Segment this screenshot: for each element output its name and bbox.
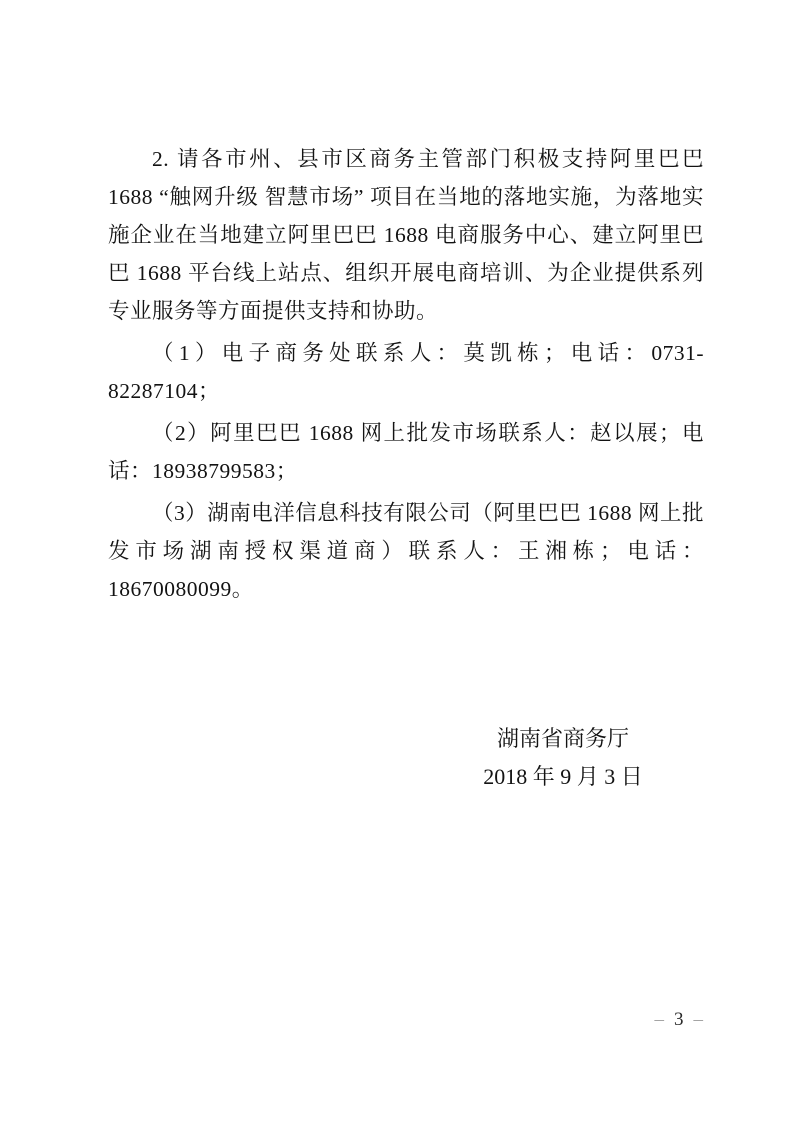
signature-date: 2018 年 9 月 3 日 bbox=[483, 764, 643, 789]
paragraph-contact-1: （1）电子商务处联系人：莫凯栋；电话：0731-82287104； bbox=[108, 341, 704, 403]
signature-org: 湖南省商务厅 bbox=[496, 726, 629, 751]
page-footer bbox=[655, 1008, 704, 1032]
footer-dash-right: – bbox=[693, 1009, 703, 1030]
page-number: 3 bbox=[674, 1009, 684, 1030]
signature-block bbox=[433, 720, 693, 796]
footer-dash-left: – bbox=[654, 1009, 664, 1030]
paragraph-contact-2: （2）阿里巴巴 1688 网上批发市场联系人：赵以展；电话：18938799583； bbox=[108, 421, 704, 483]
document-body bbox=[108, 140, 704, 796]
paragraph-main: 2. 请各市州、县市区商务主管部门积极支持阿里巴巴 1688 “触网升级 智慧市场” 项目在当地的落地实施，为落地实施企业在当地建立阿里巴巴 1688 电商服务中心、建立阿里巴巴 1688 平台线上站点、组织开展电商培训、为企业提供系列专业服务等方面提供支持和协助。 bbox=[108, 147, 704, 323]
paragraph-contact-3: （3）湖南电洋信息科技有限公司（阿里巴巴 1688 网上批发市场湖南授权渠道商）联系人：王湘栋；电话：18670080099。 bbox=[108, 501, 705, 601]
